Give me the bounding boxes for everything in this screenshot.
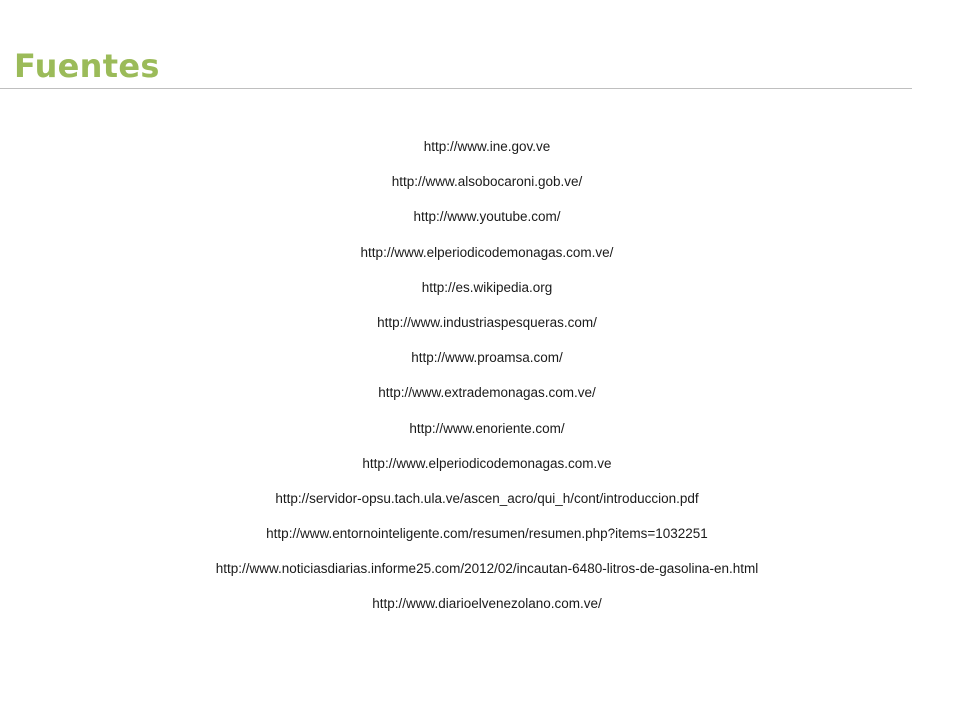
list-item	[0, 484, 960, 519]
list-item	[0, 449, 960, 484]
list-item	[0, 167, 960, 202]
list-item	[0, 343, 960, 378]
source-link-extrademonagas[interactable]: http://www.extrademonagas.com.ve/	[378, 385, 596, 401]
source-link-noticiasdiarias[interactable]: http://www.noticiasdiarias.informe25.com/2012/02/incautan-6480-litros-de-gasolina-en.html	[215, 561, 759, 577]
list-item	[0, 378, 960, 413]
source-link-entornointeligente[interactable]: http://www.entornointeligente.com/resumen/resumen.php?items=1032251	[266, 526, 708, 542]
list-item	[0, 554, 960, 589]
list-item	[0, 414, 960, 449]
list-item	[0, 589, 960, 624]
title-divider	[0, 88, 912, 89]
source-link-alsobocaroni[interactable]: http://www.alsobocaroni.gob.ve/	[391, 174, 583, 190]
source-list	[0, 132, 960, 625]
source-link-youtube[interactable]: http://www.youtube.com/	[413, 209, 561, 225]
list-item	[0, 238, 960, 273]
source-link-elperiodicodemonagas-2[interactable]: http://www.elperiodicodemonagas.com.ve	[362, 455, 612, 471]
list-item	[0, 132, 960, 167]
list-item	[0, 519, 960, 554]
source-link-ine[interactable]: http://www.ine.gov.ve	[423, 139, 551, 154]
source-link-elperiodicodemonagas[interactable]: http://www.elperiodicodemonagas.com.ve/	[360, 244, 614, 260]
list-item	[0, 273, 960, 308]
list-item	[0, 308, 960, 343]
source-link-ula-introduccion[interactable]: http://servidor-opsu.tach.ula.ve/ascen_acro/qui_h/cont/introduccion.pdf	[275, 490, 699, 506]
source-link-diarioelvenezolano[interactable]: http://www.diarioelvenezolano.com.ve/	[372, 596, 602, 612]
source-link-proamsa[interactable]: http://www.proamsa.com/	[411, 350, 563, 366]
source-link-industriaspesqueras[interactable]: http://www.industriaspesqueras.com/	[377, 314, 597, 330]
page-title: Fuentes	[14, 47, 160, 85]
source-link-enoriente[interactable]: http://www.enoriente.com/	[409, 420, 565, 436]
source-link-wikipedia[interactable]: http://es.wikipedia.org	[421, 279, 553, 295]
list-item	[0, 202, 960, 237]
